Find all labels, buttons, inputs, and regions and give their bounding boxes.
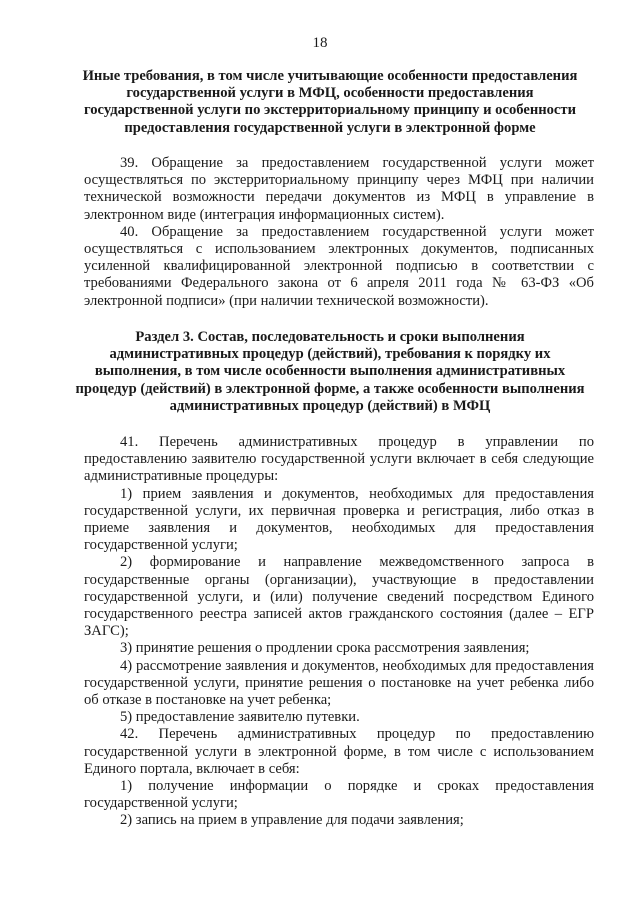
paragraphs-41-42 [84,434,594,830]
list-item-42-1: 1) получение информации о порядке и сроках предоставления государственной услуги; [84,778,594,812]
page-number: 18 [312,35,328,51]
paragraphs-39-40 [84,155,594,310]
paragraph-40: 40. Обращение за предоставлением государственной услуги может осуществляться с использованием электронных документов, подписанных усиленной квалифицированной электронной подписью в соответствии с требованиями Федерального закона от 6 апреля 2011 года № 63-ФЗ «Об электронной подписи» (при наличии технической возможности). [84,223,594,309]
section-3-heading: Раздел 3. Состав, последовательность и сроки выполнения административных процедур (действий), требования к порядку их выполнения, в том числе особенности выполнения административных процедур (действий) в электронной форме, а также особенности выполнения административных процедур (действий) в МФЦ [75,329,585,414]
list-item-41-3: 3) принятие решения о продлении срока рассмотрения заявления; [120,640,530,657]
section-heading-other-requirements: Иные требования, в том числе учитывающие особенности предоставления государственной услуги в МФЦ, особенности предоставления государственной услуги по экстерриториальному принципу и особенности предоставления государственной услуги в электронной форме [82,68,578,136]
list-item-42-2: 2) запись на прием в управление для подачи заявления; [120,812,464,829]
paragraph-42: 42. Перечень административных процедур по предоставлению государственной услуги в электронной форме, в том числе с использованием Единого портала, включает в себя: [84,726,594,777]
list-item-41-4: 4) рассмотрение заявления и документов, необходимых для предоставления государственной услуги, принятие решения о постановке на учет ребенка либо об отказе в постановке на учет ребенка; [84,657,594,709]
list-item-41-2: 2) формирование и направление межведомственного запроса в государственные органы (организации), участвующие в предоставлении государственной услуги, и (или) получение сведений посредством Единого государственного реестра записей актов гражданского состояния (далее – ЕГР ЗАГС); [84,554,594,640]
paragraph-39: 39. Обращение за предоставлением государственной услуги может осуществляться по экстерриториальному принципу через МФЦ при наличии технической возможности передачи документов из МФЦ в управление в электронном виде (интеграция информационных систем). [84,155,594,223]
list-item-41-5: 5) предоставление заявителю путевки. [120,709,360,726]
list-item-41-1: 1) прием заявления и документов, необходимых для предоставления государственной услуги, их первичная проверка и регистрация, либо отказ в приеме заявления и документов, необходимых для предоставления государственной услуги; [84,485,594,554]
paragraph-41: 41. Перечень административных процедур в управлении по предоставлению заявителю государственной услуги включает в себя следующие административные процедуры: [84,434,594,485]
